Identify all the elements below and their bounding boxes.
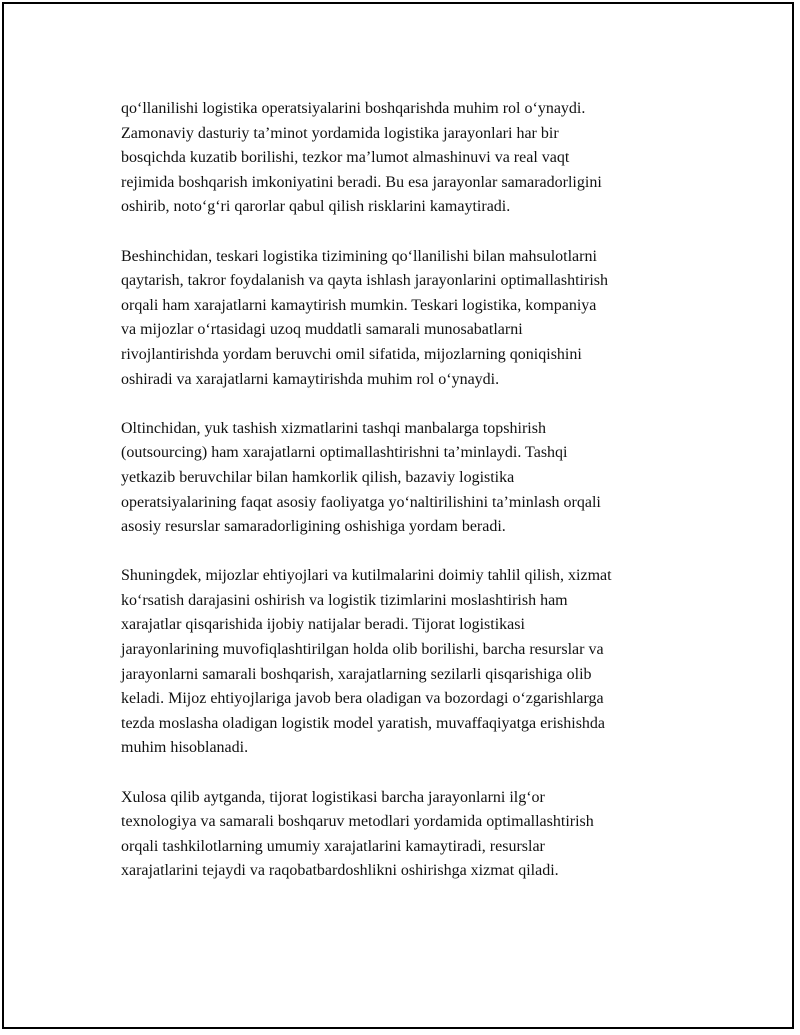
text-line: texnologiya va samarali boshqaruv metodlari yordamida optimallashtirish (121, 813, 594, 831)
text-line: orqali ham xarajatlarni kamaytirish mumkin. Teskari logistika, kompaniya (121, 296, 597, 314)
text-line: orqali tashkilotlarning umumiy xarajatlarini kamaytiradi, resurslar (121, 837, 545, 855)
paragraph-1 (121, 97, 691, 220)
paragraph-4 (121, 564, 691, 761)
text-line: qo‘llanilishi logistika operatsiyalarini boshqarishda muhim rol o‘ynaydi. (121, 100, 586, 117)
text-line: ko‘rsatish darajasini oshirish va logistik tizimlarini moslashtirish ham (121, 591, 568, 609)
text-line: Beshinchidan, teskari logistika tizimining qo‘llanilishi bilan mahsulotlarni (121, 247, 597, 265)
text-line: operatsiyalarining faqat asosiy faoliyatga yo‘naltirilishini ta’minlash orqali (121, 493, 601, 511)
text-line: bosqichda kuzatib borilishi, tezkor ma’lumot almashinuvi va real vaqt (121, 149, 570, 167)
page-frame (2, 2, 794, 1029)
text-line: asosiy resurslar samaradorligining oshishiga yordam beradi. (121, 518, 506, 536)
text-line: va mijozlar o‘rtasidagi uzoq muddatli samarali munosabatlarni (121, 321, 523, 339)
text-line: Xulosa qilib aytganda, tijorat logistikasi barcha jarayonlarni ilg‘or (121, 788, 545, 806)
text-line: (outsourcing) ham xarajatlarni optimallashtirishni ta’minlaydi. Tashqi (121, 444, 568, 462)
text-line: yetkazib beruvchilar bilan hamkorlik qilish, bazaviy logistika (121, 468, 515, 486)
text-line: rejimida boshqarish imkoniyatini beradi. Bu esa jarayonlar samaradorligini (121, 173, 602, 191)
text-line: Zamonaviy dasturiy ta’minot yordamida logistika jarayonlari har bir (121, 124, 559, 142)
text-line: oshiradi va xarajatlarni kamaytirishda muhim rol o‘ynaydi. (121, 370, 500, 388)
text-line: oshirib, noto‘g‘ri qarorlar qabul qilish risklarini kamaytiradi. (121, 198, 511, 216)
paragraph-5 (121, 786, 691, 884)
document-body (121, 97, 691, 909)
paragraph-2 (121, 245, 691, 393)
text-line: jarayonlarni samarali boshqarish, xarajatlarning sezilarli qisqarishiga olib (121, 665, 592, 683)
text-line: Shuningdek, mijozlar ehtiyojlari va kutilmalarini doimiy tahlil qilish, xizmat (121, 567, 612, 585)
text-line: Oltinchidan, yuk tashish xizmatlarini tashqi manbalarga topshirish (121, 419, 546, 437)
text-line: qaytarish, takror foydalanish va qayta ishlash jarayonlarini optimallashtirish (121, 272, 608, 290)
text-line: muhim hisoblanadi. (121, 739, 249, 757)
paragraph-3 (121, 417, 691, 540)
text-line: keladi. Mijoz ehtiyojlariga javob bera oladigan va bozordagi o‘zgarishlarga (121, 690, 604, 708)
text-line: xarajatlarini tejaydi va raqobatbardoshlikni oshirishga xizmat qiladi. (121, 862, 559, 880)
text-line: rivojlantirishda yordam beruvchi omil sifatida, mijozlarning qoniqishini (121, 345, 582, 363)
text-line: xarajatlar qisqarishida ijobiy natijalar beradi. Tijorat logistikasi (121, 616, 525, 634)
text-line: jarayonlarining muvofiqlashtirilgan holda olib borilishi, barcha resurslar va (121, 641, 604, 659)
text-line: tezda moslasha oladigan logistik model yaratish, muvaffaqiyatga erishishda (121, 714, 606, 732)
